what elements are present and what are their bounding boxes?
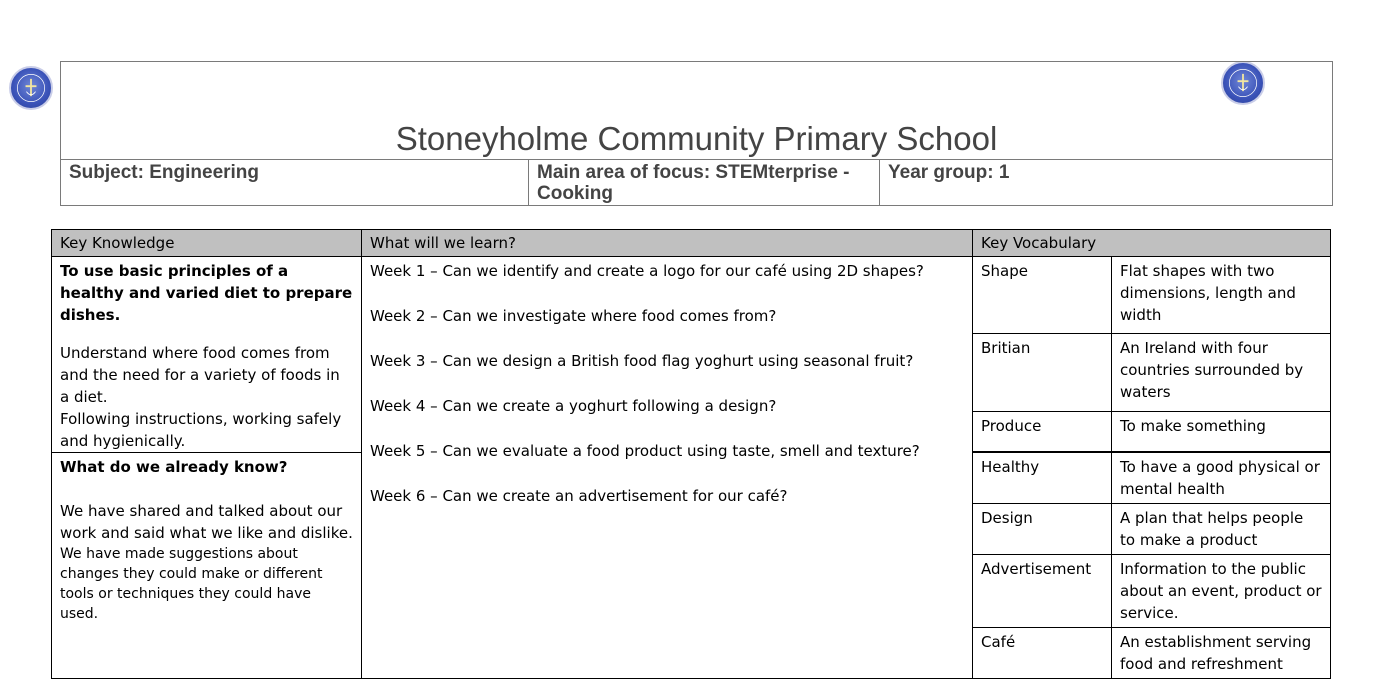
focus-label: Main area of focus: STEMterprise - Cooking — [528, 160, 879, 206]
year-group-label: Year group: 1 — [879, 160, 1332, 206]
vocab-term: Produce — [973, 411, 1112, 451]
week-item: Week 3 – Can we design a British food flag yoghurt using seasonal fruit? — [370, 352, 914, 370]
vocab-term: Café — [973, 628, 1112, 679]
vocab-definition: Information to the public about an event, product or service. — [1112, 555, 1331, 628]
school-crest-icon — [11, 68, 51, 108]
document-header — [60, 61, 1333, 206]
vocab-term: Healthy — [973, 453, 1112, 504]
header-info-row — [61, 159, 1332, 206]
week-item: Week 4 – Can we create a yoghurt following a design? — [370, 397, 777, 415]
vocab-term: Design — [973, 504, 1112, 555]
vocab-term: Shape — [973, 257, 1112, 334]
vocab-term: Britian — [973, 334, 1112, 411]
already-know-para-2: We have made suggestions about changes they could make or different tools or techniques they could have used. — [60, 546, 323, 622]
subject-label: Subject: Engineering — [69, 162, 260, 183]
header-what-will-we-learn: What will we learn? — [362, 230, 973, 257]
week-item: Week 1 – Can we identify and create a logo for our café using 2D shapes? — [370, 262, 924, 280]
knowledge-organiser-table — [51, 229, 1331, 679]
vocab-definition: An Ireland with four countries surrounded by waters — [1112, 334, 1331, 411]
header-key-vocabulary: Key Vocabulary — [973, 230, 1331, 257]
school-title: Stoneyholme Community Primary School — [395, 120, 998, 157]
vocab-definition: Flat shapes with two dimensions, length and width — [1112, 257, 1331, 334]
header-key-knowledge: Key Knowledge — [52, 230, 362, 257]
week-item: Week 6 – Can we create an advertisement for our café? — [370, 487, 788, 505]
knowledge-heading: To use basic principles of a healthy and varied diet to prepare dishes. — [60, 262, 353, 324]
school-logo-left — [9, 66, 53, 110]
already-know-heading: What do we already know? — [60, 458, 288, 476]
knowledge-para-1: Understand where food comes from and the need for a variety of foods in a diet. — [60, 344, 340, 406]
vocab-definition: To have a good physical or mental health — [1112, 453, 1331, 504]
knowledge-para-2: Following instructions, working safely and hygienically. — [60, 410, 342, 450]
vocab-definition: An establishment serving food and refreshment — [1112, 628, 1331, 679]
table-row — [52, 257, 1331, 334]
already-know-cell — [52, 453, 362, 679]
week-item: Week 2 – Can we investigate where food comes from? — [370, 307, 777, 325]
already-know-para-1: We have shared and talked about our work and said what we like and dislike. — [60, 502, 353, 542]
vocab-term: Advertisement — [973, 555, 1112, 628]
key-knowledge-cell — [52, 257, 362, 453]
weekly-learning-cell — [362, 257, 973, 679]
week-item: Week 5 – Can we evaluate a food product using taste, smell and texture? — [370, 442, 920, 460]
vocab-definition: To make something — [1112, 411, 1331, 451]
vocab-definition: A plan that helps people to make a product — [1112, 504, 1331, 555]
table-header-row — [52, 230, 1331, 257]
